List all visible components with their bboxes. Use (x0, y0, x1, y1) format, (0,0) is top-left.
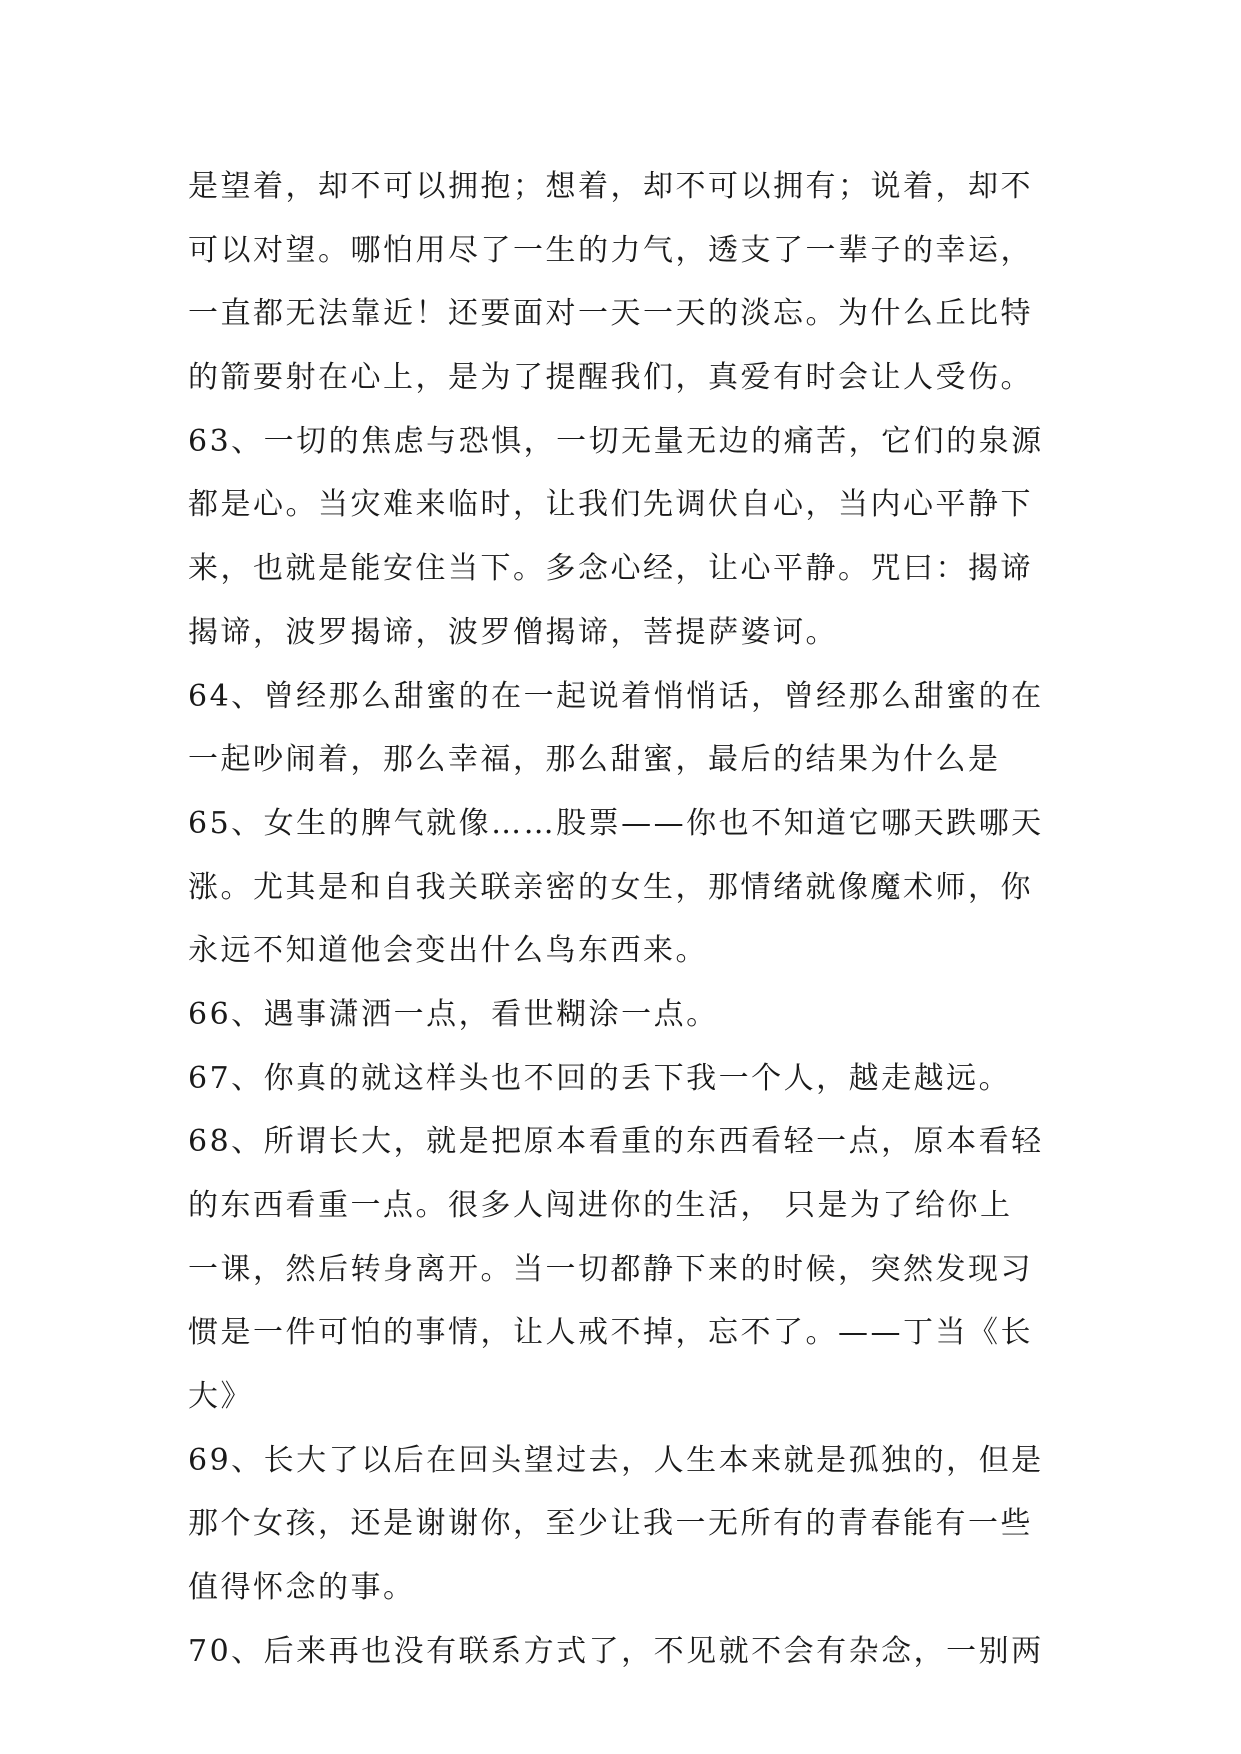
body-text (188, 155, 1068, 1684)
text-line: 惯是一件可怕的事情，让人戒不掉，忘不了。——丁当《长 (188, 1315, 1033, 1351)
text-line: 68、所谓长大，就是把原本看重的东西看轻一点，原本看轻 (188, 1124, 1044, 1160)
text-line: 可以对望。哪怕用尽了一生的力气，透支了一辈子的幸运， (188, 232, 1033, 268)
text-line: 69、长大了以后在回头望过去，人生本来就是孤独的，但是 (188, 1442, 1044, 1478)
text-line: 的东西看重一点。很多人闯进你的生活， 只是为了给你上 (188, 1188, 1013, 1223)
text-line: 大》 (188, 1379, 253, 1415)
text-line: 63、一切的焦虑与恐惧，一切无量无边的痛苦，它们的泉源 (188, 423, 1044, 459)
text-line: 揭谛，波罗揭谛，波罗僧揭谛，菩提萨婆诃。 (188, 614, 838, 650)
text-line: 是望着，却不可以拥抱；想着，却不可以拥有；说着，却不 (188, 169, 1033, 204)
text-line: 一直都无法靠近！还要面对一天一天的淡忘。为什么丘比特 (188, 296, 1033, 332)
text-line: 那个女孩，还是谢谢你，至少让我一无所有的青春能有一些 (188, 1506, 1033, 1542)
text-line: 70、后来再也没有联系方式了，不见就不会有杂念，一别两 (188, 1633, 1044, 1669)
text-line: 66、遇事潇洒一点，看世糊涂一点。 (188, 996, 719, 1032)
text-line: 值得怀念的事。 (188, 1570, 416, 1606)
text-line: 涨。尤其是和自我关联亲密的女生，那情绪就像魔术师，你 (188, 869, 1033, 905)
text-line: 的箭要射在心上，是为了提醒我们，真爱有时会让人受伤。 (188, 360, 1033, 396)
text-line: 67、你真的就这样头也不回的丢下我一个人，越走越远。 (188, 1060, 1012, 1096)
text-line: 来，也就是能安住当下。多念心经，让心平静。咒曰：揭谛 (188, 551, 1033, 587)
text-line: 永远不知道他会变出什么鸟东西来。 (188, 933, 708, 969)
text-line: 一起吵闹着，那么幸福，那么甜蜜，最后的结果为什么是 (188, 742, 1001, 778)
text-line: 64、曾经那么甜蜜的在一起说着悄悄话，曾经那么甜蜜的在 (188, 678, 1044, 714)
text-line: 一课，然后转身离开。当一切都静下来的时候，突然发现习 (188, 1251, 1033, 1287)
text-line: 都是心。当灾难来临时，让我们先调伏自心，当内心平静下 (188, 487, 1033, 523)
text-line: 65、女生的脾气就像……股票——你也不知道它哪天跌哪天 (188, 805, 1044, 841)
